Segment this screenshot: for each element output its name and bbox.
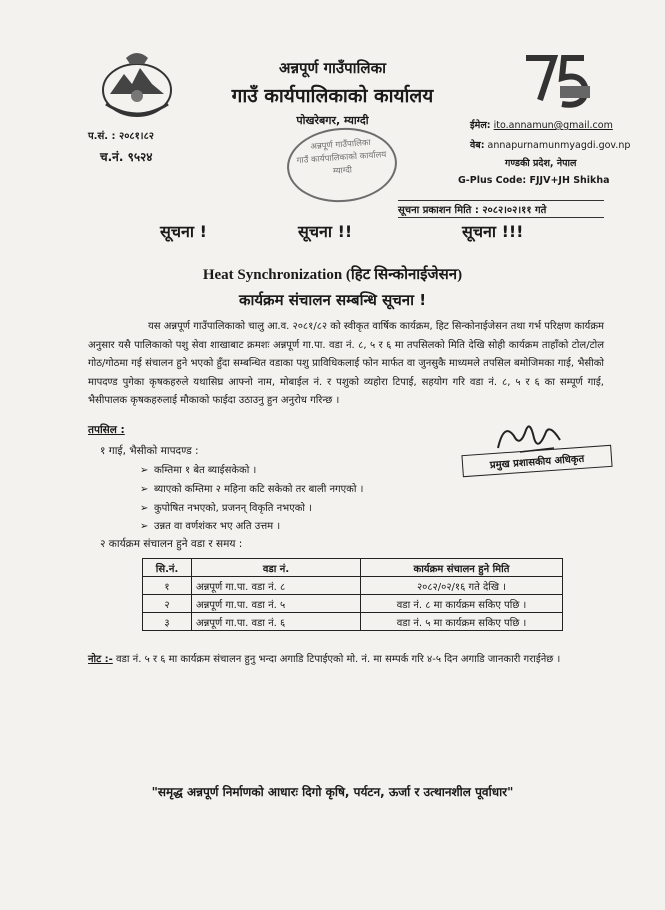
office-address: पोखरेबगर, म्याग्दी (296, 114, 369, 127)
table-row (143, 577, 563, 595)
list-item: ➢ ब्याएको कम्तिमा २ महिना कटि सकेको तर बाली नगएको । (140, 484, 364, 495)
municipality-name: अन्नपूर्ण गाउँपालिका (278, 59, 386, 77)
body-paragraph (88, 318, 604, 411)
dispatch-number: च.नं. ९५२४ (100, 150, 153, 164)
note (88, 648, 604, 671)
cell-date: वडा नं. ५ मा कार्यक्रम सकिए पछि । (361, 613, 563, 631)
office-seal (285, 124, 400, 205)
cell-ward: अन्नपूर्ण गा.पा. वडा नं. ८ (192, 577, 361, 595)
publish-date: सूचना प्रकाशन मिति : २०८२।०२।११ गते (398, 200, 604, 218)
table-row (143, 613, 563, 631)
note-text: वडा नं. ५ र ६ मा कार्यक्रम संचालन हुनु भन्दा अगाडि टिपाईएको मो. नं. मा सम्पर्क गरि ४-५ दिन अगाडि जानकारी गराईनेछ । (116, 654, 561, 665)
seal-line-2: गाउँ कार्यपालिकाको कार्यालय (296, 149, 387, 167)
email-label: ईमेल: (470, 120, 491, 131)
seal-line-3: म्याग्दी (332, 165, 353, 177)
arrow-icon: ➢ (140, 484, 149, 495)
arrow-icon: ➢ (140, 503, 149, 514)
cell-ward: अन्नपूर्ण गा.पा. वडा नं. ५ (192, 595, 361, 613)
list-item: ➢ उन्नत वा वर्णशंकर भए अति उत्तम । (140, 521, 281, 532)
table-row (143, 595, 563, 613)
cell-date: वडा नं. ८ मा कार्यक्रम सकिए पछि । (361, 595, 563, 613)
column-header-sn: सि.नं. (143, 559, 192, 577)
cell-date: २०८२/०२/१६ गते देखि । (361, 577, 563, 595)
tapsil-label: तपसिल : (88, 424, 125, 436)
office-name: गाउँ कार्यपालिकाको कार्यालय (231, 85, 434, 107)
web-label: वेब: (470, 140, 485, 151)
province: गण्डकी प्रदेश, नेपाल (505, 158, 577, 169)
title-nepali: कार्यक्रम संचालन सम्बन्धि सूचना ! (238, 291, 427, 309)
table-header-row (143, 559, 563, 577)
gplus-code: G-Plus Code: FJJV+JH Shikha (458, 175, 610, 186)
section-1-heading: १ गाई, भैसीको मापदण्ड : (100, 445, 199, 457)
web-link[interactable]: annapurnamunmyagdi.gov.np (487, 140, 631, 151)
reference-number: प.सं. : २०८१।८२ (88, 131, 154, 142)
arrow-icon: ➢ (140, 521, 149, 532)
cell-sn: २ (143, 595, 192, 613)
list-item: ➢ कम्तिमा १ बेत ब्याईसकेको । (140, 465, 257, 476)
note-label: नोट :- (88, 654, 113, 665)
footer-slogan: "समृद्ध अन्नपूर्ण निर्माणको आधारः दिगो कृषि, पर्यटन, ऊर्जा र उत्थानशील पूर्वाधार" (151, 785, 514, 799)
section-2-heading: २ कार्यक्रम संचालन हुने वडा र समय : (100, 538, 243, 550)
column-header-date: कार्यक्रम संचालन हुने मिति (361, 559, 563, 577)
notice-heading-1: सूचना ! (160, 222, 207, 241)
web-line (470, 138, 630, 151)
title-english: Heat Synchronization (हिट सिन्कोनाईजेसन) (202, 267, 463, 283)
designation-stamp: प्रमुख प्रशासकीय अधिकृत (461, 445, 612, 477)
email-link[interactable]: ito.annamun@gmail.com (493, 120, 613, 131)
body-paragraph-text: यस अन्नपूर्ण गाउँपालिकाको चालु आ.व. २०८१/८२ को स्वीकृत वार्षिक कार्यक्रम, हिट सिन्कोनाईजेसन तथा गर्भ परिक्षण कार्यक्रम अनुसार यसै पालिकाको पशु सेवा शाखाबाट क्रमशः अन्नपूर्ण गा.पा. वडा नं. ८, ५ र ६ मा तपसिलको मिति देखि सोही कार्यक्रम ताहाँको टोल/टोल गोठ/गोठमा गई संचालन हुने भएको हुँदा सम्बन्धित वडाका पशु प्राविधिकलाई फोन मार्फत वा जुनसुकै माध्यमले तपसिल बमोजिमका गाई, भैसीको मापदण्ड पुगेका कृषकहरुले यथासिघ्र आफ्नो नाम, मोबाईल नं. र पशुको व्यहोरा टिपाई, सहयोग गरि वडा नं. ८, ५ र ६ का सम्पूर्ण गाई, भैसीपालक कृषकहरुलाई मौकाको फाईदा उठाउनु हुन अनुरोध गरिन्छ । (88, 321, 604, 406)
list-item: ➢ कुपोषित नभएको, प्रजनन् विकृति नभएको । (140, 503, 312, 514)
notice-heading-2: सूचना !! (298, 222, 353, 241)
program-table (142, 558, 563, 631)
notice-heading-3: सूचना !!! (462, 222, 524, 241)
cell-ward: अन्नपूर्ण गा.पा. वडा नं. ६ (192, 613, 361, 631)
cell-sn: १ (143, 577, 192, 595)
email-line (470, 118, 613, 131)
seal-line-1: अन्नपूर्ण गाउँपालिका (310, 137, 372, 153)
cell-sn: ३ (143, 613, 192, 631)
arrow-icon: ➢ (140, 465, 149, 476)
column-header-ward: वडा नं. (192, 559, 361, 577)
